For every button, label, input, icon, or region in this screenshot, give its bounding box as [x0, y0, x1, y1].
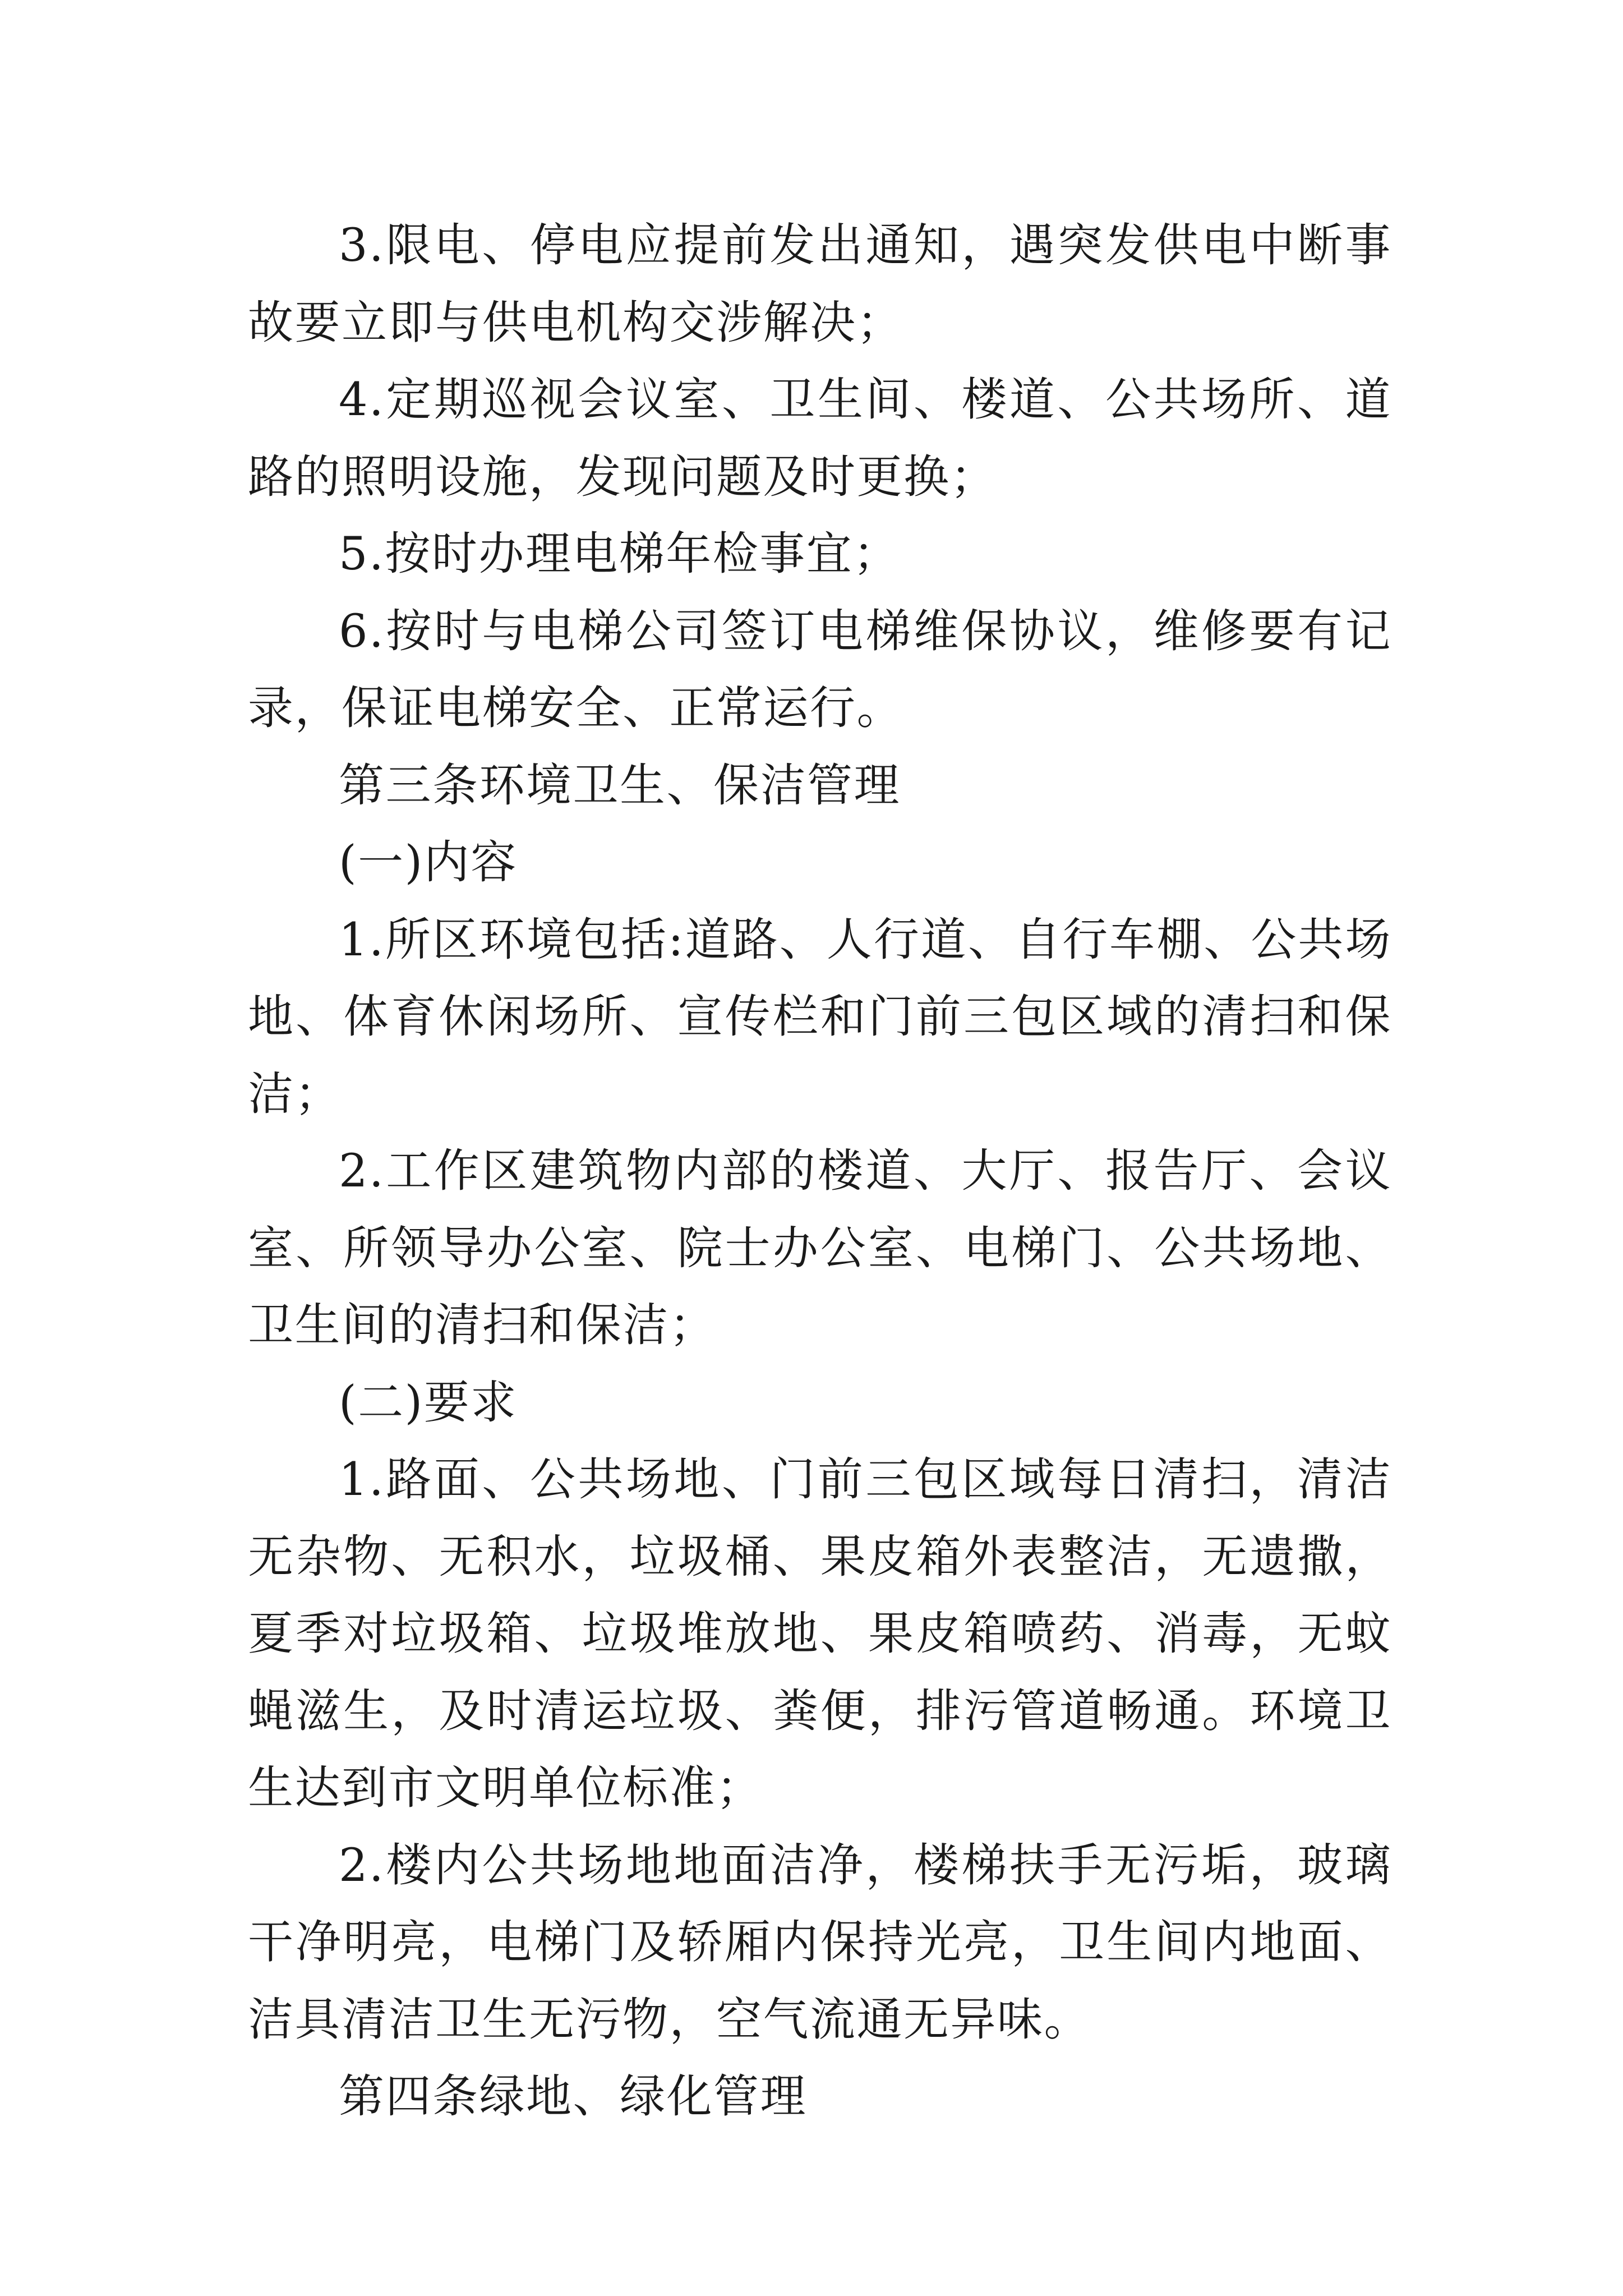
paragraph-item-3: 3.限电、停电应提前发出通知，遇突发供电中断事故要立即与供电机构交涉解决； — [248, 219, 1392, 349]
article-heading-4: 第四条绿地、绿化管理 — [339, 2070, 808, 2123]
content-item-2: 2.工作区建筑物内部的楼道、大厅、报告厅、会议室、所领导办公室、院士办公室、电梯门、公共场地、卫生间的清扫和保洁； — [248, 1145, 1392, 1352]
requirement-item-2: 2.楼内公共场地地面洁净，楼梯扶手无污垢，玻璃干净明亮，电梯门及轿厢内保持光亮，卫生间内地面、洁具清洁卫生无污物，空气流通无异味。 — [248, 1839, 1392, 2046]
paragraph-item-6: 6.按时与电梯公司签订电梯维保协议，维修要有记录，保证电梯安全、正常运行。 — [248, 605, 1392, 735]
section-heading-requirements: (二)要求 — [339, 1376, 518, 1429]
requirement-item-1: 1.路面、公共场地、门前三包区域每日清扫，清洁无杂物、无积水，垃圾桶、果皮箱外表整洁，无遗撒，夏季对垃圾箱、垃圾堆放地、果皮箱喷药、消毒，无蚊蝇滋生，及时清运垃圾、粪便，排污管道畅通。环境卫生达到市文明单位标准； — [248, 1453, 1392, 1815]
paragraph-item-4: 4.定期巡视会议室、卫生间、楼道、公共场所、道路的照明设施，发现问题及时更换； — [248, 374, 1392, 504]
article-heading-3: 第三条环境卫生、保洁管理 — [339, 759, 901, 812]
content-item-1: 1.所区环境包括:道路、人行道、自行车棚、公共场地、体育休闲场所、宣传栏和门前三包区域的清扫和保洁； — [248, 913, 1392, 1121]
document-body — [248, 208, 1392, 2136]
section-heading-content: (一)内容 — [339, 836, 518, 889]
paragraph-item-5: 5.按时办理电梯年检事宜； — [339, 528, 900, 581]
